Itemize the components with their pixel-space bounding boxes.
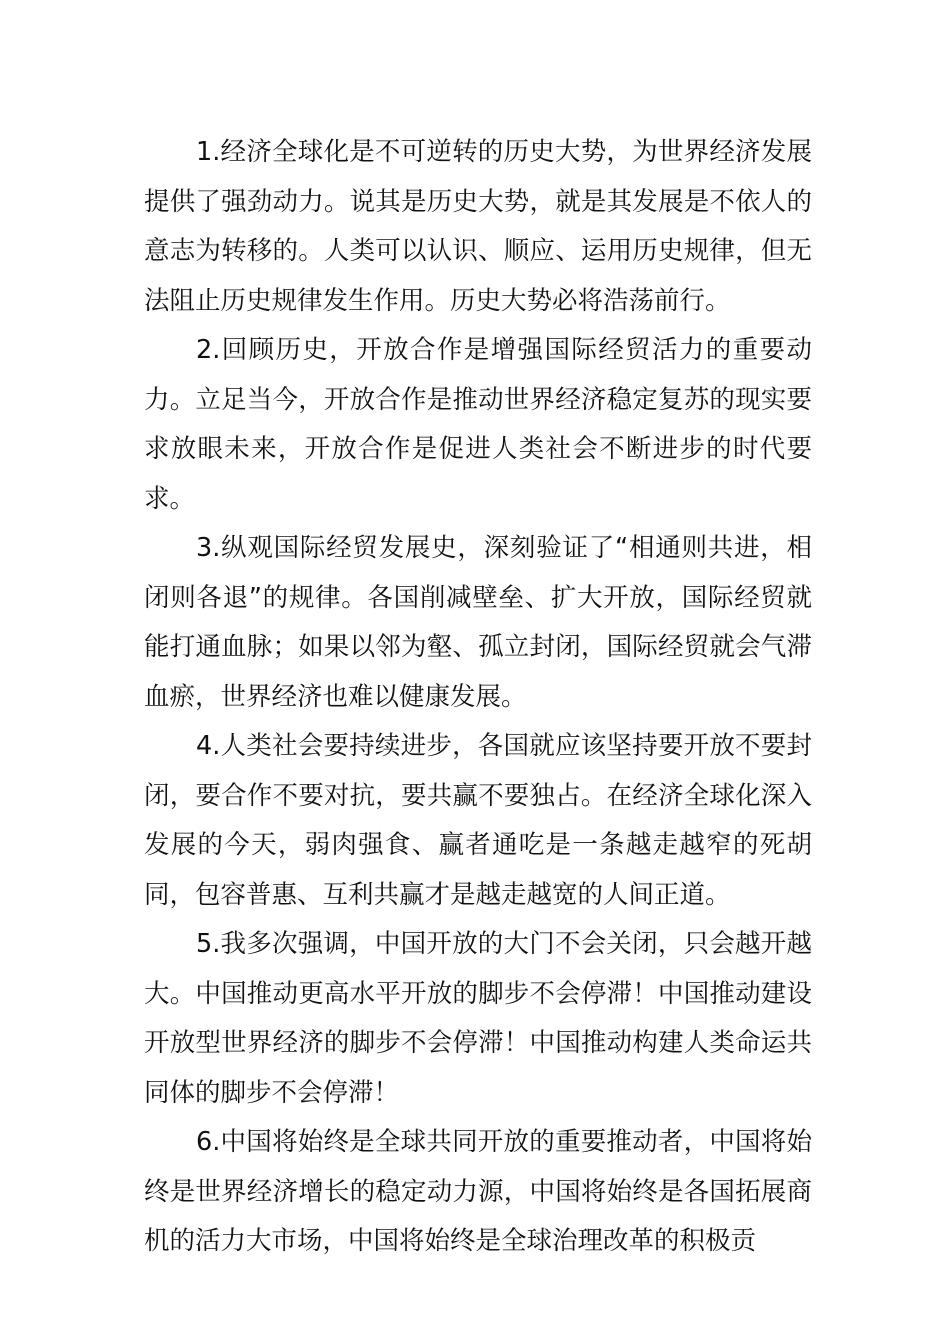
paragraph-6: 6.中国将始终是全球共同开放的重要推动者，中国将始终是世界经济增长的稳定动力源，中国将始终是各国拓展商机的活力大市场，中国将始终是全球治理改革的积极贡 (144, 1127, 812, 1256)
paragraph-1: 1.经济全球化是不可逆转的历史大势，为世界经济发展提供了强劲动力。说其是历史大势，就是其发展是不依人的意志为转移的。人类可以认识、顺应、运用历史规律，但无法阻止历史规律发生作用。历史大势必将浩荡前行。 (144, 137, 812, 316)
paragraph-3: 3.纵观国际经贸发展史，深刻验证了“相通则共进，相闭则各退”的规律。各国削减壁垒、扩大开放，国际经贸就能打通血脉；如果以邻为壑、孤立封闭，国际经贸就会气滞血瘀，世界经济也难以健康发展。 (144, 533, 812, 712)
paragraph-5: 5.我多次强调，中国开放的大门不会关闭，只会越开越大。中国推动更高水平开放的脚步不会停滞！中国推动建设开放型世界经济的脚步不会停滞！中国推动构建人类命运共同体的脚步不会停滞！ (144, 929, 812, 1108)
paragraph-2: 2.回顾历史，开放合作是增强国际经贸活力的重要动力。立足当今，开放合作是推动世界经济稳定复苏的现实要求放眼未来，开放合作是促进人类社会不断进步的时代要求。 (144, 335, 812, 514)
paragraph-4: 4.人类社会要持续进步，各国就应该坚持要开放不要封闭，要合作不要对抗，要共赢不要独占。在经济全球化深入发展的今天，弱肉强食、赢者通吃是一条越走越窄的死胡同，包容普惠、互利共赢才是越走越宽的人间正道。 (144, 731, 812, 910)
document-body (144, 128, 812, 1267)
